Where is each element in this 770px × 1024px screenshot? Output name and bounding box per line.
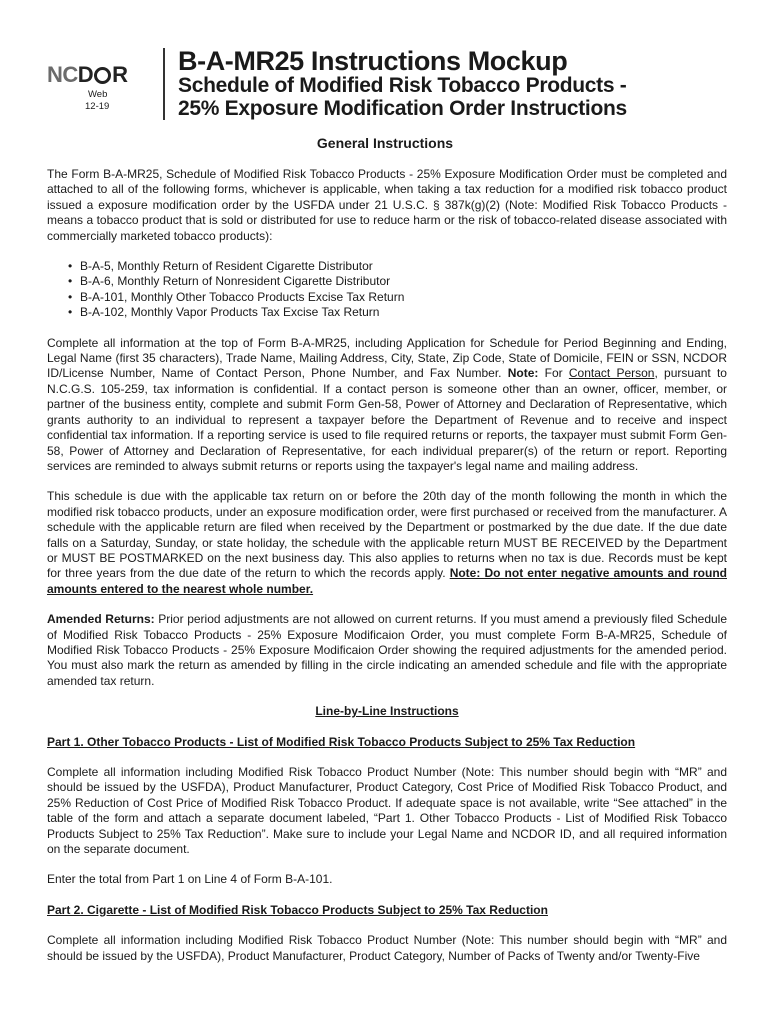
- version-date: 12-19: [85, 101, 110, 112]
- list-item: • B-A-5, Monthly Return of Resident Cigarette Distributor: [80, 259, 727, 274]
- logo-o-ring-icon: [94, 67, 111, 84]
- form-subtitle-line2: 25% Exposure Modification Order Instructions: [178, 97, 627, 120]
- list-item: • B-A-101, Monthly Other Tobacco Products Excise Tax Return: [80, 290, 727, 305]
- logo-r-text: R: [112, 62, 128, 87]
- part2-paragraph: Complete all information including Modified Risk Tobacco Product Number (Note: This number should begin with “MR” and should be issued by the USFDA), Product Manufacturer, Product Category, Number of Packs of Twenty and/or Twenty-Five: [47, 933, 727, 963]
- form-subtitle-line1: Schedule of Modified Risk Tobacco Products -: [178, 74, 627, 97]
- applicable-forms-list: [47, 259, 727, 321]
- intro-paragraph: The Form B-A-MR25, Schedule of Modified Risk Tobacco Products - 25% Exposure Modification Order must be completed and attached to all of the following forms, whichever is applicable, when taking a tax reduction for a modified risk tobacco product issued a exposure modification order by the USFDA under 21 U.S.C. § 387k(g)(2) (Note: Modified Risk Tobacco Products - means a tobacco product that is sold or distributed for use to reduce harm or the risk of tobacco-related disease associated with commercially marketed tobacco products):: [47, 167, 727, 243]
- contact-person-term: Contact Person: [568, 366, 655, 381]
- list-item: • B-A-102, Monthly Vapor Products Tax Excise Tax Return: [80, 305, 727, 320]
- header-divider: [163, 48, 165, 120]
- form-title: B-A-MR25 Instructions Mockup: [178, 46, 568, 76]
- ncdor-logo: [47, 62, 128, 88]
- line-by-line-heading: Line-by-Line Instructions: [315, 704, 459, 719]
- general-instructions-heading: General Instructions: [316, 135, 454, 151]
- complete-info-paragraph: Complete all information at the top of Form B-A-MR25, including Application for Schedule for Period Beginning and Ending, Legal Name (first 35 characters), Trade Name, Mailing Address, City, State, Zip Code, State of Domicile, FEIN or SSN, NCDOR ID/License Number, Name of Contact Person, Phone Number, and Fax Number. Note: For Contact Person, pursuant to N.C.G.S. 105-259, tax information is confidential. If a contact person is someone other than an owner, officer, member, or partner of the business entity, complete and submit Form Gen-58, Power of Attorney and Declaration of Representative, which grants authority to an individual to represent a taxpayer before the Department of Revenue and to receive and inspect confidential tax information. If a reporting service is used to file required returns or reports, the taxpayer must submit Form Gen-58, Power of Attorney and Declaration of Representative, for each individual preparer(s) of the return or report. Reporting services are reminded to always submit returns or reports using the taxpayer's legal name and mailing address.: [47, 335, 727, 473]
- instructions-body: [47, 167, 727, 979]
- logo-nc-text: NC: [47, 62, 78, 87]
- list-item: • B-A-6, Monthly Return of Nonresident Cigarette Distributor: [80, 274, 727, 289]
- version-web: Web: [88, 89, 108, 100]
- part1-paragraph: Complete all information including Modified Risk Tobacco Product Number (Note: This number should begin with “MR” and should be issued by the USFDA), Product Manufacturer, Product Category, Cost Price of Modified Risk Tobacco Product, and 25% Reduction of Cost Price of Modified Risk Tobacco Product. If adequate space is not available, write “See attached” in the table of the form and attach a separate document labeled, “Part 1. Other Tobacco Products - List of Modified Risk Tobacco Products Subject to 25% Tax Reduction”. Make sure to include your Legal Name and NCDOR ID, and all required information on the separate document.: [47, 765, 727, 857]
- part1-heading: Part 1. Other Tobacco Products - List of Modified Risk Tobacco Products Subject to 25% Tax Reduction: [47, 734, 636, 749]
- part2-heading: Part 2. Cigarette - List of Modified Risk Tobacco Products Subject to 25% Tax Reduction: [47, 902, 548, 917]
- logo-d-text: D: [77, 62, 94, 87]
- part1-total: Enter the total from Part 1 on Line 4 of Form B-A-101.: [47, 872, 333, 887]
- negative-amounts-note: Note: Do not enter negative amounts and round amounts entered to the nearest whole number.: [47, 566, 727, 596]
- due-date-paragraph: This schedule is due with the applicable tax return on or before the 20th day of the month following the month in which the modified risk tobacco products, under an exposure modification order, were first purchased or received from the manufacturer. A schedule with the applicable return are filed when received by the Department or postmarked by the due date. If the due date falls on a Saturday, Sunday, or state holiday, the schedule with the applicable return MUST BE RECEIVED by the Department or MUST BE POSTMARKED on the next business day. This also applies to returns when no tax is due. Records must be kept for three years from the due date of the return to which the records apply. Note: Do not enter negative amounts and round amounts entered to the nearest whole number.: [47, 489, 727, 596]
- amended-returns-paragraph: Amended Returns: Prior period adjustments are not allowed on current returns. If you must amend a previously filed Schedule of Modified Risk Tobacco Products - 25% Exposure Modificaion Order, you must complete Form B-A-MR25, Schedule of Modified Risk Tobacco Products - 25% Exposure Modificaion Order showing the required adjustments for the amended period. You must also mark the return as amended by filling in the circle indicating an amended schedule and file with the appropriate amended tax return.: [47, 612, 728, 688]
